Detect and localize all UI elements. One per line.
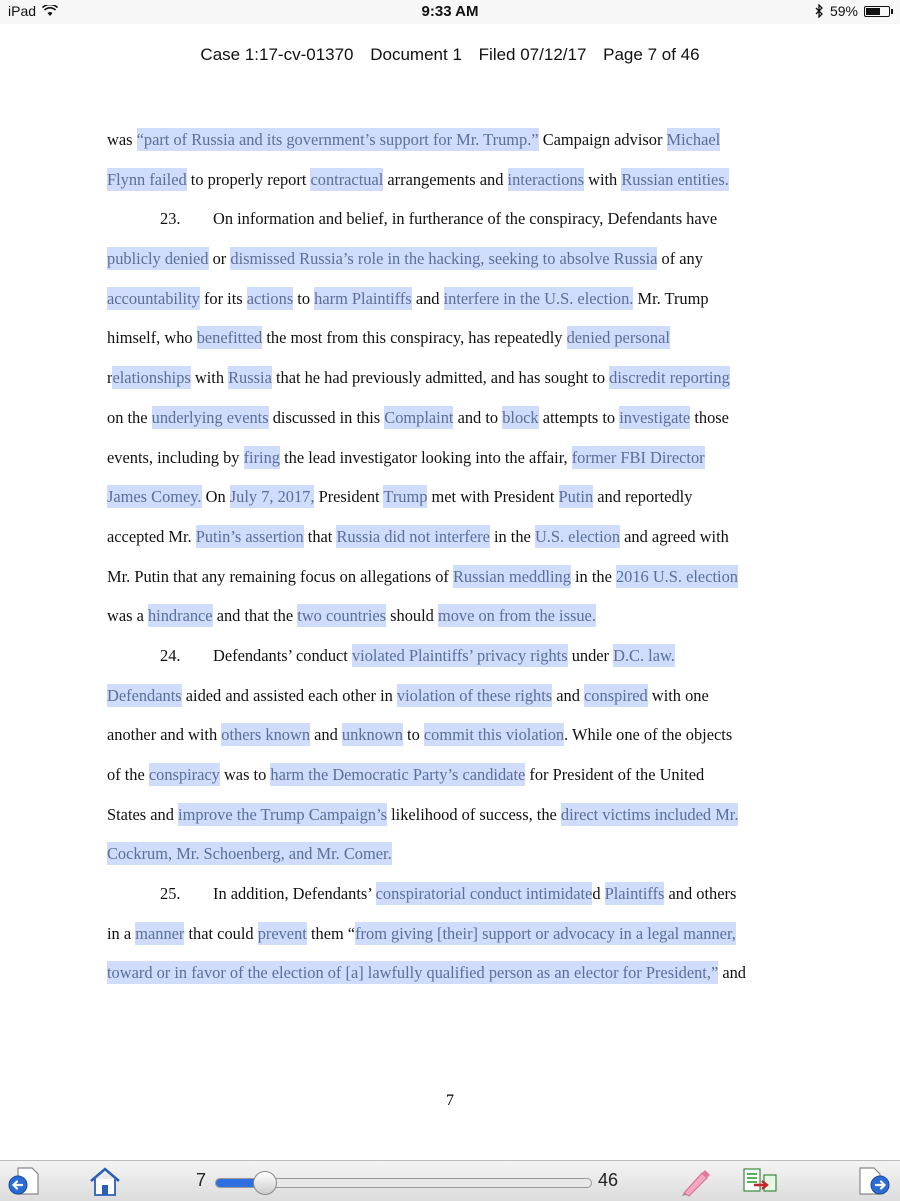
clock: 9:33 AM bbox=[421, 3, 479, 20]
bottom-toolbar bbox=[0, 1160, 900, 1201]
device-name: iPad bbox=[8, 3, 37, 19]
highlight[interactable]: Plaintiffs bbox=[604, 884, 665, 904]
highlight[interactable]: harm the Democratic Party’s candidate bbox=[270, 765, 526, 784]
text-line: Mr. Putin that any remaining focus on allegations of Russian meddling in the 2016 U.S. election bbox=[107, 566, 738, 586]
highlight[interactable]: benefitted bbox=[196, 328, 263, 348]
text-line: 24. Defendants’ conduct violated Plaintiffs’ privacy rights under D.C. law. bbox=[107, 636, 797, 676]
home-icon[interactable] bbox=[88, 1165, 124, 1197]
highlight[interactable]: block bbox=[502, 407, 539, 427]
document-header bbox=[0, 45, 900, 65]
highlight[interactable]: Flynn failed bbox=[107, 169, 187, 189]
paragraph-number: 24. bbox=[160, 645, 181, 665]
highlight[interactable]: D.C. law. bbox=[613, 645, 675, 665]
highlight[interactable]: violation of these rights bbox=[396, 685, 553, 705]
highlight[interactable]: commit this violation bbox=[423, 725, 565, 745]
highlight[interactable]: hindrance bbox=[147, 606, 213, 626]
text-line: Defendants aided and assisted each other in violation of these rights and conspired with one bbox=[107, 685, 709, 705]
highlight[interactable]: James Comey. bbox=[107, 487, 202, 507]
highlight[interactable]: July 7, 2017, bbox=[229, 487, 315, 507]
text-line: publicly denied or dismissed Russia’s role in the hacking, seeking to absolve Russia of any bbox=[107, 249, 703, 269]
page-indicator: Page 7 of 46 bbox=[603, 45, 700, 64]
highlighter-icon[interactable] bbox=[676, 1165, 712, 1197]
highlight[interactable]: U.S. election bbox=[534, 526, 621, 546]
text-line: States and improve the Trump Campaign’s likelihood of success, the direct victims included Mr. bbox=[107, 804, 739, 824]
text-line: himself, who benefitted the most from this conspiracy, has repeatedly denied personal bbox=[107, 328, 670, 348]
highlight[interactable]: conspiracy bbox=[148, 765, 220, 784]
text-line: on the underlying events discussed in this Complaint and to block attempts to investigate those bbox=[107, 407, 729, 427]
highlight[interactable]: improve the Trump Campaign’s bbox=[178, 804, 387, 824]
highlight[interactable]: toward or in favor of the election of [a] lawfully qualified person as an elector for President,” bbox=[107, 963, 719, 983]
text-line: accountability for its actions to harm Plaintiffs and interfere in the U.S. election. Mr. Trump bbox=[107, 288, 709, 308]
text-line: 25. In addition, Defendants’ conspiratorial conduct intimidated Plaintiffs and others bbox=[107, 874, 797, 914]
highlight[interactable]: “part of Russia and its government’s support for Mr. Trump.” bbox=[136, 130, 539, 149]
highlight[interactable]: former FBI Director bbox=[571, 447, 705, 467]
highlight[interactable]: interactions bbox=[507, 169, 585, 189]
export-icon[interactable] bbox=[742, 1165, 778, 1197]
text-line: another and with others known and unknown to commit this violation. While one of the objects bbox=[107, 725, 733, 745]
highlight[interactable]: actions bbox=[246, 288, 294, 308]
highlight[interactable]: contractual bbox=[310, 169, 384, 189]
bluetooth-icon bbox=[815, 4, 824, 18]
highlight[interactable]: harm Plaintiffs bbox=[314, 288, 412, 308]
highlight[interactable]: move on from the issue. bbox=[437, 606, 596, 626]
highlight[interactable]: from giving [their] support or advocacy in a legal manner, bbox=[355, 923, 736, 943]
text-line: toward or in favor of the election of [a] lawfully qualified person as an elector for President,” and bbox=[107, 963, 746, 983]
highlight[interactable]: unknown bbox=[341, 725, 403, 745]
text-line: in a manner that could prevent them “from giving [their] support or advocacy in a legal manner, bbox=[107, 923, 736, 943]
highlight[interactable]: publicly denied bbox=[107, 249, 209, 269]
highlight[interactable]: conspired bbox=[584, 685, 648, 705]
highlight[interactable]: Trump bbox=[383, 487, 428, 507]
page-number: 7 bbox=[446, 1092, 454, 1109]
forward-icon[interactable] bbox=[856, 1165, 892, 1197]
highlight[interactable]: violated Plaintiffs’ privacy rights bbox=[351, 645, 568, 665]
highlight[interactable]: direct victims included Mr. bbox=[560, 804, 739, 824]
highlight[interactable]: Russia bbox=[228, 368, 272, 388]
highlight[interactable]: dismissed Russia’s role in the hacking, seeking to absolve Russia bbox=[230, 249, 658, 269]
highlight[interactable]: accountability bbox=[107, 288, 200, 308]
highlight[interactable]: Russian entities. bbox=[621, 169, 729, 189]
filed-date: Filed 07/12/17 bbox=[478, 45, 587, 64]
highlight[interactable]: Russia did not interfere bbox=[336, 526, 490, 546]
battery-icon bbox=[864, 6, 890, 17]
text-line: Flynn failed to properly report contractual arrangements and interactions with Russian entities. bbox=[107, 169, 729, 189]
highlight[interactable]: elationships bbox=[112, 368, 191, 388]
text-line: was “part of Russia and its government’s support for Mr. Trump.” Campaign advisor Michael bbox=[107, 130, 721, 149]
highlight[interactable]: prevent bbox=[257, 923, 307, 943]
highlight[interactable]: investigate bbox=[619, 407, 691, 427]
highlight[interactable]: manner bbox=[135, 923, 185, 943]
highlight[interactable]: discredit reporting bbox=[609, 368, 730, 388]
highlight[interactable]: conspiratorial conduct intimidate bbox=[375, 884, 593, 904]
highlight[interactable]: Putin bbox=[558, 487, 594, 507]
text-line: of the conspiracy was to harm the Democratic Party’s candidate for President of the United bbox=[107, 765, 705, 784]
highlight[interactable]: Russian meddling bbox=[452, 566, 571, 586]
slider-knob[interactable] bbox=[253, 1171, 277, 1195]
battery-percent: 59% bbox=[829, 3, 858, 19]
text-line: 23. On information and belief, in furtherance of the conspiracy, Defendants have bbox=[107, 199, 797, 239]
status-bar bbox=[0, 0, 900, 24]
highlight[interactable]: 2016 U.S. election bbox=[615, 566, 738, 586]
highlight[interactable]: Cockrum, Mr. Schoenberg, and Mr. Comer. bbox=[107, 844, 392, 864]
highlight[interactable]: underlying events bbox=[151, 407, 269, 427]
paragraph-number: 23. bbox=[160, 209, 181, 229]
text-line bbox=[107, 834, 797, 874]
highlight[interactable]: firing bbox=[243, 447, 280, 467]
text-line: events, including by firing the lead investigator looking into the affair, former FBI Director bbox=[107, 447, 705, 467]
paragraph-number: 25. bbox=[160, 884, 181, 904]
document-body bbox=[107, 120, 797, 993]
highlight[interactable]: Michael bbox=[666, 130, 721, 149]
text-line: accepted Mr. Putin’s assertion that Russia did not interfere in the U.S. election and agreed with bbox=[107, 526, 729, 546]
case-number: Case 1:17-cv-01370 bbox=[200, 45, 354, 64]
highlight[interactable]: others known bbox=[221, 725, 311, 745]
highlight[interactable]: denied personal bbox=[566, 328, 670, 348]
highlight[interactable]: Putin’s assertion bbox=[195, 526, 304, 546]
back-icon[interactable] bbox=[6, 1165, 42, 1197]
text-line: was a hindrance and that the two countries should move on from the issue. bbox=[107, 606, 596, 626]
highlight[interactable]: Defendants bbox=[107, 685, 182, 705]
page-slider[interactable] bbox=[215, 1178, 592, 1188]
highlight[interactable]: two countries bbox=[297, 606, 387, 626]
document-number: Document 1 bbox=[370, 45, 462, 64]
slider-current-page: 7 bbox=[196, 1170, 207, 1190]
text-line: James Comey. On July 7, 2017, President Trump met with President Putin and reportedly bbox=[107, 487, 693, 507]
highlight[interactable]: Complaint bbox=[384, 407, 454, 427]
text-line: relationships with Russia that he had previously admitted, and has sought to discredit reporting bbox=[107, 368, 730, 388]
highlight[interactable]: interfere in the U.S. election. bbox=[443, 288, 634, 308]
slider-total-pages: 46 bbox=[598, 1170, 619, 1190]
